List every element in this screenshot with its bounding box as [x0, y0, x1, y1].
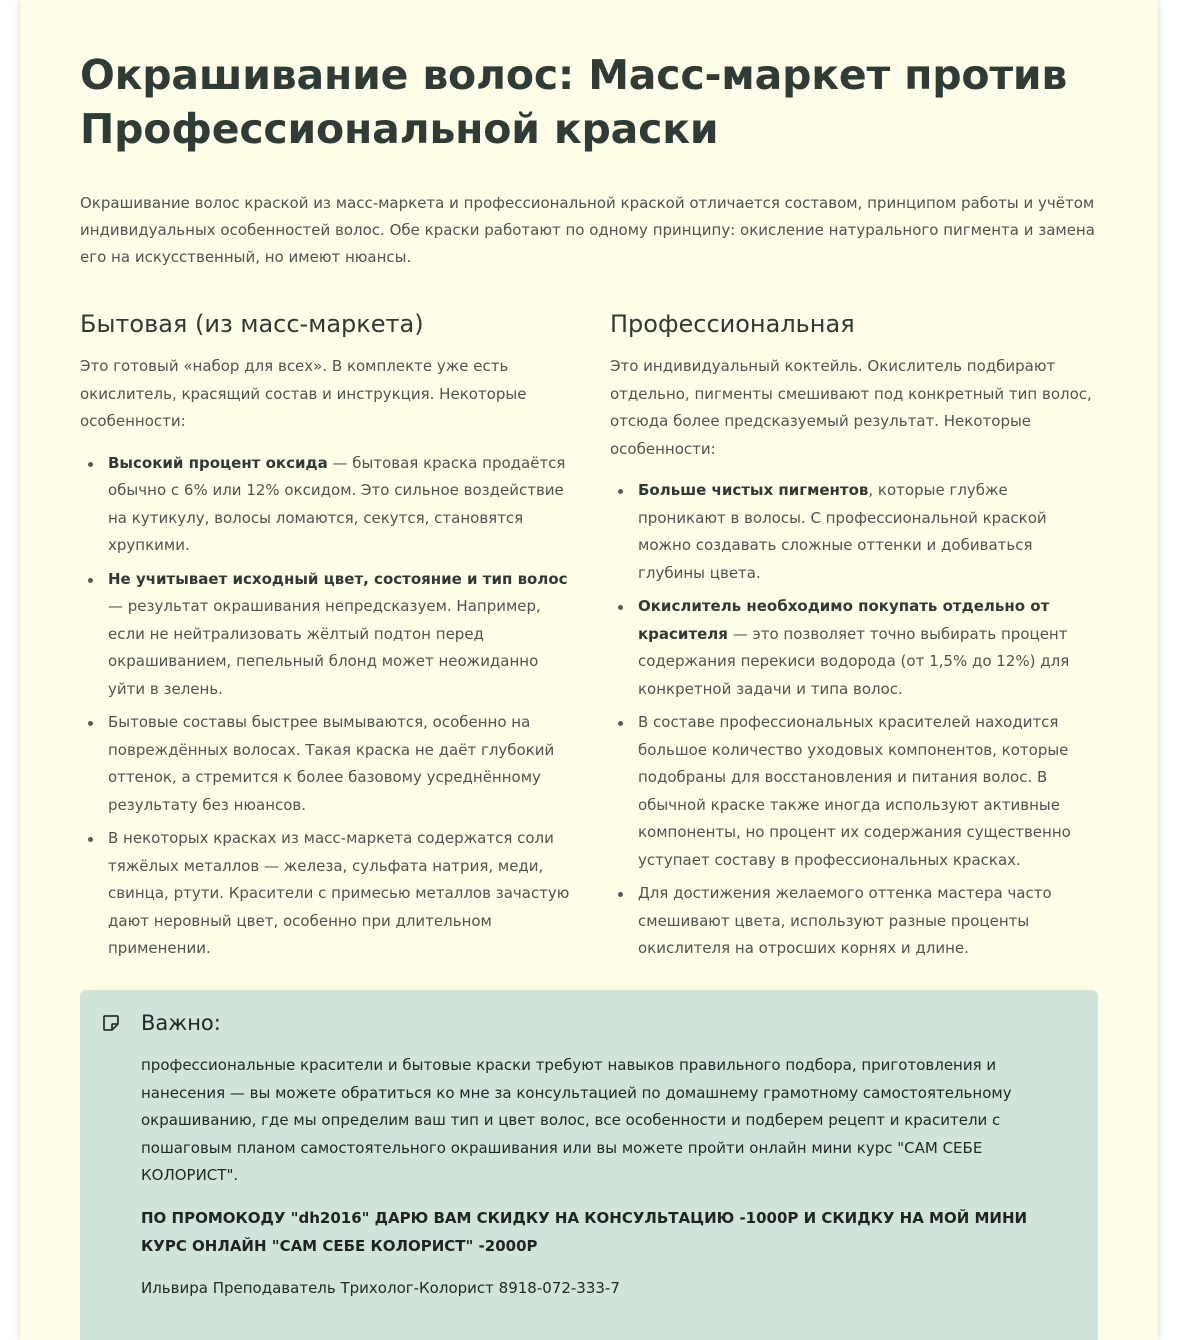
document-page [20, 0, 1158, 1340]
article [80, 48, 1100, 969]
list-item [108, 450, 570, 560]
column-heading-mass-market: Бытовая (из масс-маркета) [80, 310, 424, 338]
list-item-text: Бытовые составы быстрее вымываются, особенно на повреждённых волосах. Такая краска не даёт глубокий оттенок, а стремится к более базовому усреднённому результату без нюансов. [108, 713, 555, 814]
sticky-note-icon [102, 1014, 120, 1032]
list-item-bold: Окислитель необходимо покупать отдельно от красителя [638, 597, 1050, 643]
list-item [638, 477, 1100, 587]
column-heading-professional: Профессиональная [610, 310, 855, 338]
features-list-professional [610, 477, 1100, 963]
column-mass-market [80, 309, 570, 969]
list-item [108, 825, 570, 963]
comparison-columns [80, 309, 1100, 969]
list-item-text: , которые глубже проникают в волосы. С профессиональной краской можно создавать сложные оттенки и добиваться глубины цвета. [638, 481, 1047, 582]
note-title: Важно: [141, 1011, 221, 1035]
list-item-text: — бытовая краска продаётся обычно с 6% или 12% оксидом. Это сильное воздействие на кутикулу, волосы ломаются, секутся, становятся хрупкими. [108, 453, 566, 554]
list-item [108, 566, 570, 704]
list-item [108, 709, 570, 819]
list-item-bold: Высокий процент оксида [108, 453, 328, 472]
features-list-mass-market [80, 450, 570, 963]
list-item-text: В составе профессиональных красителей находится большое количество уходовых компонентов, которые подобраны для восстановления и питания волос. В обычной краске также иногда используют активные компоненты, но процент их содержания существенно уступает составу в профессиональных красках. [638, 713, 1071, 869]
author-signature: Ильвира Преподаватель Трихолог-Колорист 8918-072-333-7 [141, 1279, 620, 1297]
list-item [638, 880, 1100, 963]
promo-code-text: ПО ПРОМОКОДУ "dh2016" ДАРЮ ВАМ СКИДКУ НА КОНСУЛЬТАЦИЮ -1000Р И СКИДКУ НА МОЙ МИНИ КУРС ОНЛАЙН "САМ СЕБЕ КОЛОРИСТ" -2000Р [141, 1209, 1028, 1255]
list-item-text: Для достижения желаемого оттенка мастера часто смешивают цвета, используют разные проценты окислителя на отросших корнях и длине. [638, 884, 1052, 957]
column-lead-mass-market: Это готовый «набор для всех». В комплекте уже есть окислитель, красящий состав и инструкция. Некоторые особенности: [80, 357, 527, 430]
list-item [638, 593, 1100, 703]
page-title: Окрашивание волос: Масс-маркет против Профессиональной краски [80, 51, 1068, 153]
column-professional [610, 309, 1100, 969]
list-item-bold: Больше чистых пигментов [638, 481, 869, 499]
list-item-text: — результат окрашивания непредсказуем. Например, если не нейтрализовать жёлтый подтон перед окрашиванием, пепельный блонд может неожиданно уйти в зелень. [108, 597, 541, 698]
list-item-text: В некоторых красках из масс-маркета содержатся соли тяжёлых металлов — железа, сульфата натрия, меди, свинца, ртути. Красители с примесью металлов зачастую дают неровный цвет, особенно при длительном применении. [108, 829, 570, 957]
important-note [80, 990, 1098, 1340]
intro-paragraph: Окрашивание волос краской из масс-маркета и профессиональной краской отличается составом, принципом работы и учётом индивидуальных особенностей волос. Обе краски работают по одному принципу: окисление натурального пигмента и замена его на искусственный, но имеют нюансы. [80, 194, 1095, 266]
column-lead-professional: Это индивидуальный коктейль. Окислитель подбирают отдельно, пигменты смешивают под конкретный тип волос, отсюда более предсказуемый результат. Некоторые особенности: [610, 357, 1092, 458]
list-item-bold: Не учитывает исходный цвет, состояние и тип волос [108, 569, 568, 588]
list-item [638, 709, 1100, 874]
list-item-text: — это позволяет точно выбирать процент содержания перекиси водорода (от 1,5% до 12%) для конкретной задачи и типа волос. [638, 624, 1070, 698]
note-body: профессиональные красители и бытовые краски требуют навыков правильного подбора, приготовления и нанесения — вы можете обратиться ко мне за консультацией по домашнему грамотному самостоятельному окрашиванию, где мы определим ваш тип и цвет волос, все особенности и подберем рецепт и красители с пошаговым планом самостоятельного окрашивания или вы можете пройти онлайн мини курс "САМ СЕБЕ КОЛОРИСТ". [141, 1056, 1012, 1184]
